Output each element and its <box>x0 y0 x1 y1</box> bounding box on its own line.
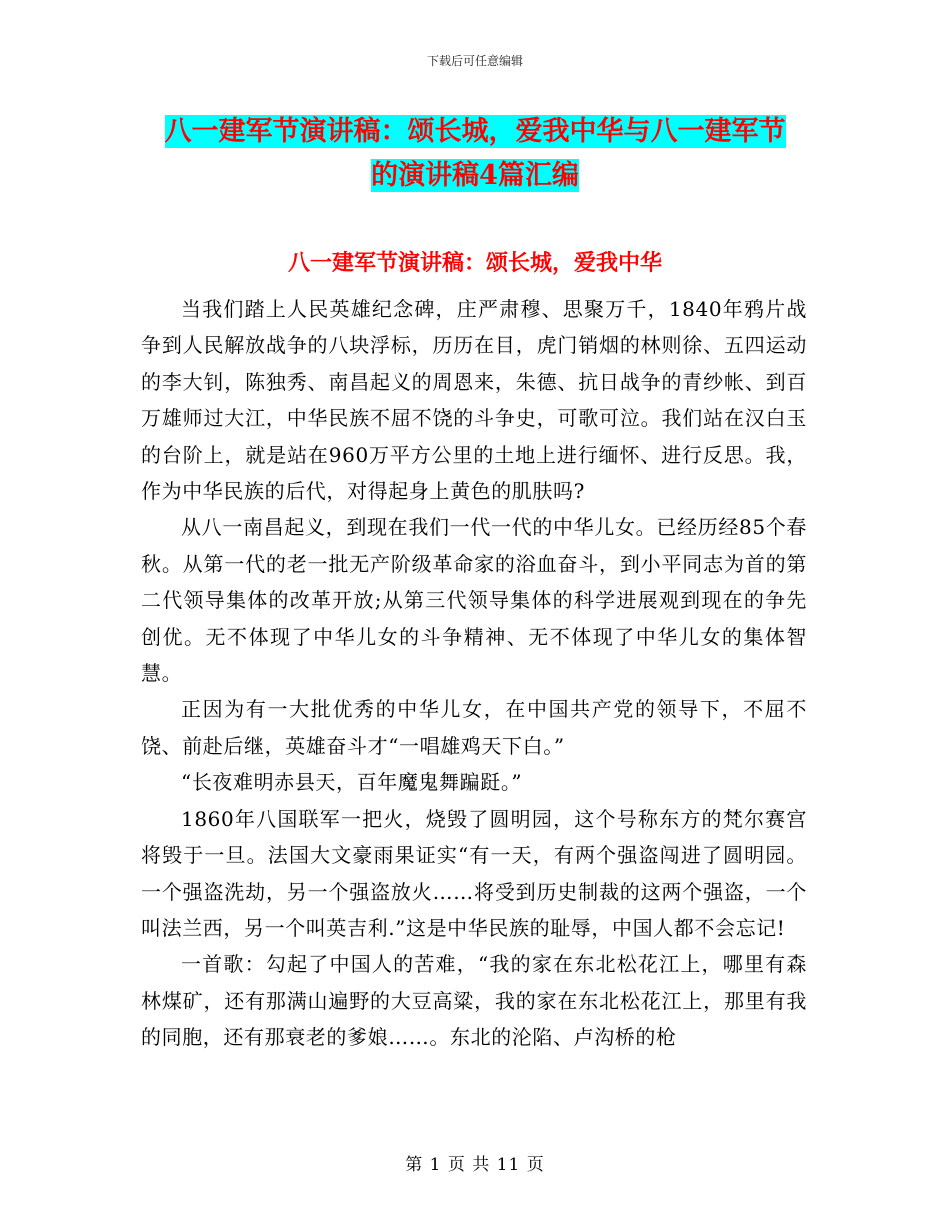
paragraph-4-quote: “长夜难明赤县天，百年魔鬼舞蹁跹。” <box>181 770 523 795</box>
document-title-line-2: 的演讲稿4篇汇编 <box>371 160 579 191</box>
paragraph-6: 一首歌：勾起了中国人的苦难，“我的家在东北松花江上，哪里有森林煤矿，还有那满山遍野的大豆高粱，我的家在东北松花江上，那里有我的同胞，还有那衰老的爹娘……。东北的沦陷、卢沟桥的枪 <box>141 952 807 1050</box>
paragraph-3: 正因为有一大批优秀的中华儿女，在中国共产党的领导下，不屈不饶、前赴后继，英雄奋斗才“一唱雄鸡天下白。” <box>141 697 807 758</box>
document-title-line-1: 八一建军节演讲稿：颂长城，爱我中华与八一建军节 <box>164 116 786 147</box>
document-title <box>120 110 830 198</box>
page-number-footer: 第 1 页 共 11 页 <box>405 1155 545 1175</box>
paragraph-2: 从八一南昌起义，到现在我们一代一代的中华儿女。已经历经85个春秋。从第一代的老一批无产阶级革命家的浴血奋斗，到小平同志为首的第二代领导集体的改革开放;从第三代领导集体的科学进展观到现在的争先创优。无不体现了中华儿女的斗争精神、无不体现了中华儿女的集体智慧。 <box>141 515 807 686</box>
article-body <box>141 291 807 1056</box>
page-header-note: 下载后可任意编辑 <box>426 54 523 68</box>
paragraph-5: 1860年八国联军一把火，烧毁了圆明园，这个号称东方的梵尔赛宫将毁于一旦。法国大文豪雨果证实“有一天，有两个强盗闯进了圆明园。一个强盗洗劫，另一个强盗放火……将受到历史制裁的这两个强盗，一个叫法兰西，另一个叫英吉利.”这是中华民族的耻辱，中国人都不会忘记! <box>141 806 807 940</box>
section-heading: 八一建军节演讲稿：颂长城，爱我中华 <box>287 250 662 276</box>
paragraph-1: 当我们踏上人民英雄纪念碑，庄严肃穆、思聚万千，1840年鸦片战争到人民解放战争的八块浮标，历历在目，虎门销烟的林则徐、五四运动的李大钊，陈独秀、南昌起义的周恩来，朱德、抗日战争的青纱帐、到百万雄师过大江，中华民族不屈不饶的斗争史，可歌可泣。我们站在汉白玉的台阶上，就是站在960万平方公里的土地上进行缅怀、进行反思。我，作为中华民族的后代，对得起身上黄色的肌肤吗? <box>141 297 807 504</box>
